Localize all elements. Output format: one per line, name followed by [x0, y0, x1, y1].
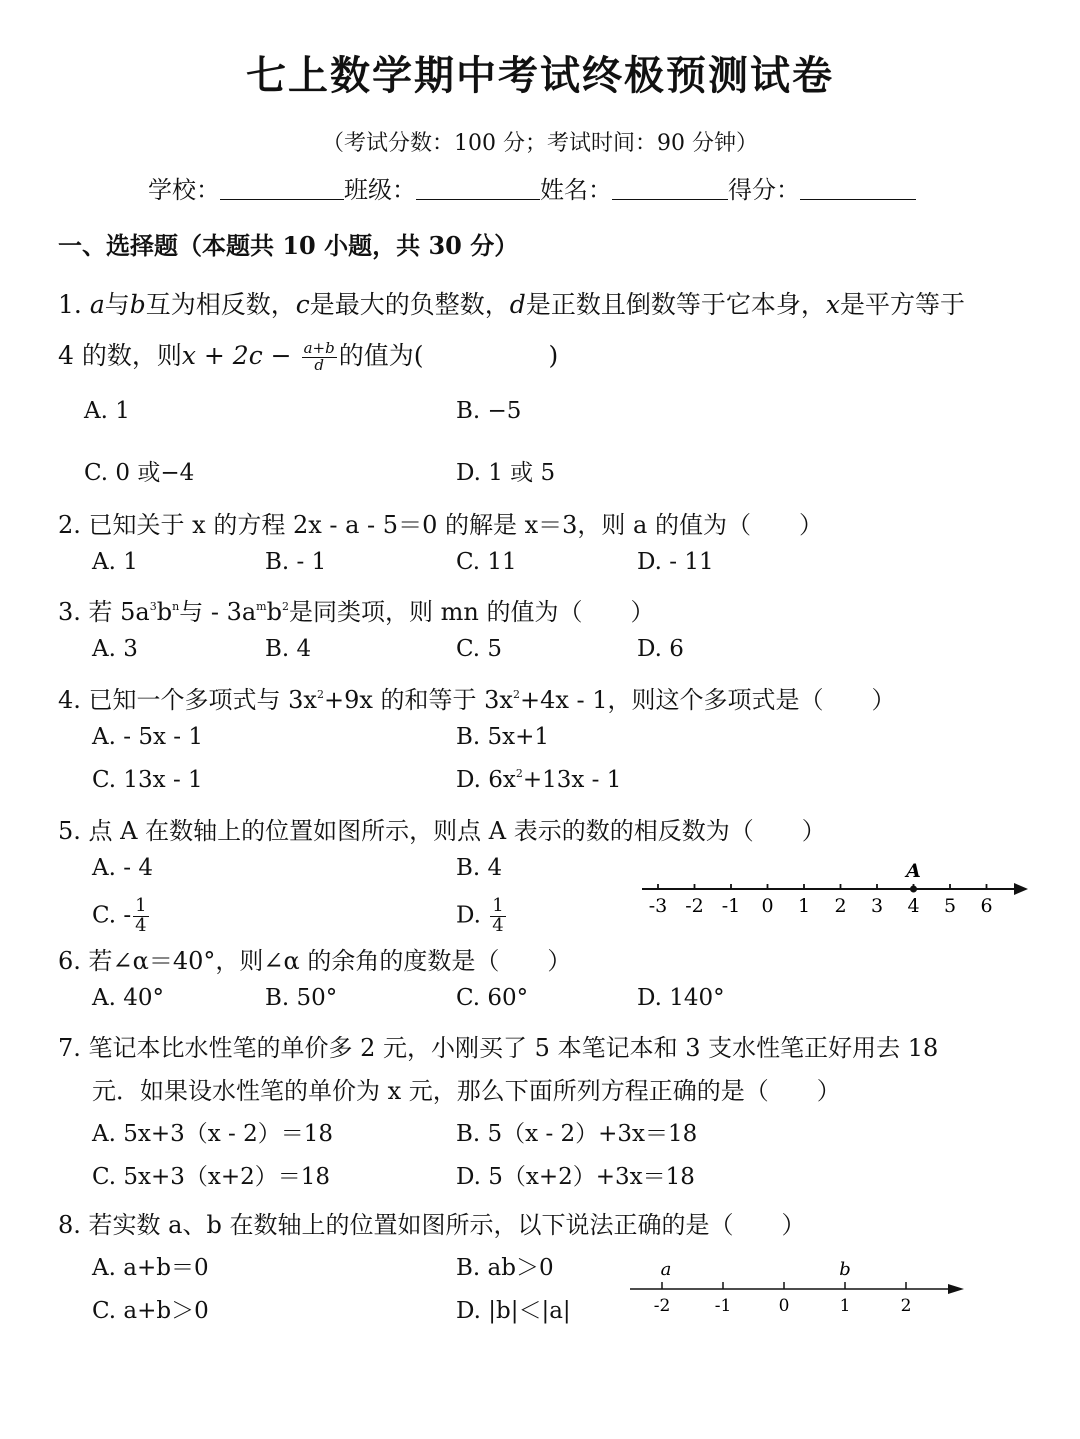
q1-option-d[interactable]: D. 1 或 5: [456, 460, 556, 486]
question-8-stem: 8. 若实数 a、b 在数轴上的位置如图所示，以下说法正确的是（ ）: [58, 1211, 806, 1239]
q4-option-c[interactable]: C. 13x - 1: [92, 767, 203, 793]
tick-label: -1: [714, 1296, 732, 1316]
tick-label: 2: [834, 895, 847, 917]
q3-option-c[interactable]: C. 5: [456, 636, 503, 662]
tick-label: 4: [907, 895, 920, 917]
q1-option-a[interactable]: A. 1: [84, 398, 130, 424]
school-label: 学校：: [148, 176, 220, 204]
expression: x + 2c −: [181, 341, 300, 370]
point-b-label: b: [839, 1259, 851, 1280]
q6-option-d[interactable]: D. 140°: [637, 985, 725, 1011]
point-a-dot: [910, 886, 917, 893]
q4-option-b[interactable]: B. 5x+1: [456, 724, 550, 750]
score-label: 得分：: [728, 176, 800, 204]
question-6-stem: 6. 若∠α＝40°，则∠α 的余角的度数是（ ）: [58, 947, 572, 975]
q5-option-c[interactable]: C. - $\frac{1}{4}$: [92, 895, 147, 936]
q3-option-a[interactable]: A. 3: [92, 636, 138, 662]
tick-label: 2: [900, 1296, 912, 1316]
tick-label: 1: [797, 895, 811, 917]
question-2-stem: 2. 已知关于 x 的方程 2x - a - 5＝0 的解是 x＝3，则 a 的值为（ ）: [58, 511, 823, 539]
fraction: $\frac{a+b}{d}$: [303, 339, 335, 374]
q8-option-a[interactable]: A. a+b＝0: [92, 1255, 209, 1281]
school-blank[interactable]: [220, 175, 344, 200]
question-3-stem: 3. 若 $5a^3b^n$与 - $3a^mb^2$是同类项，则 mn 的值为（ ）: [58, 598, 655, 626]
q5-option-d[interactable]: D. $\frac{1}{4}$: [456, 895, 504, 936]
tick-label: 6: [980, 895, 993, 917]
exam-subtitle: （考试分数：100 分；考试时间：90 分钟）: [322, 131, 758, 156]
q8-option-d[interactable]: D. |b|＜|a|: [456, 1298, 571, 1324]
q2-option-b[interactable]: B. - 1: [265, 549, 327, 575]
tick-label: 0: [761, 895, 774, 917]
tick-label: 1: [839, 1296, 851, 1316]
number-line-q8: [620, 1256, 970, 1320]
point-a-label: A: [906, 860, 921, 882]
tick-label: 5: [943, 895, 957, 917]
q6-option-b[interactable]: B. 50°: [265, 985, 338, 1011]
q6-option-a[interactable]: A. 40°: [92, 985, 164, 1011]
q7-option-a[interactable]: A. 5x+3（x - 2）＝18: [92, 1121, 334, 1147]
tick-label: -3: [648, 895, 668, 917]
question-1-stem-line2: 4 的数，则x + 2c − $\frac{a+b}{d}$ 的值为( ): [58, 339, 559, 374]
arrow-icon: [1014, 883, 1028, 895]
question-7-stem-line1: 7. 笔记本比水性笔的单价多 2 元，小刚买了 5 本笔记本和 3 支水性笔正好用去 18: [58, 1034, 939, 1062]
section-heading: 一、选择题（本题共 10 小题，共 30 分）: [58, 231, 519, 260]
fraction: $\frac{1}{4}$: [135, 895, 147, 936]
tick-label: -2: [653, 1296, 671, 1316]
student-info-row: [148, 170, 916, 205]
score-blank[interactable]: [800, 175, 916, 200]
q3-option-d[interactable]: D. 6: [637, 636, 684, 662]
number-line-q5: [630, 858, 1040, 918]
question-4-stem: 4. 已知一个多项式与 $3x^2+9x$ 的和等于 $3x^2+4x - 1$，则这个多项式是（ ）: [58, 686, 896, 714]
tick-label: -1: [721, 895, 741, 917]
arrow-icon: [948, 1284, 964, 1294]
q3-option-b[interactable]: B. 4: [265, 636, 312, 662]
class-blank[interactable]: [416, 175, 540, 200]
q2-option-a[interactable]: A. 1: [92, 549, 138, 575]
class-label: 班级：: [344, 176, 416, 204]
page-title: 七上数学期中考试终极预测试卷: [246, 53, 834, 99]
tick-label: -2: [685, 895, 704, 917]
q5-option-b[interactable]: B. 4: [456, 855, 503, 881]
question-1-stem-line1: 1. a与b互为相反数，c是最大的负整数，d是正数且倒数等于它本身，x是平方等于: [58, 290, 965, 319]
question-5-stem: 5. 点 A 在数轴上的位置如图所示，则点 A 表示的数的相反数为（ ）: [58, 817, 826, 845]
tick-label: 0: [778, 1296, 790, 1316]
q2-option-c[interactable]: C. 11: [456, 549, 517, 575]
q5-option-a[interactable]: A. - 4: [92, 855, 153, 881]
q6-option-c[interactable]: C. 60°: [456, 985, 529, 1011]
q4-option-d[interactable]: D. $6x^2+13x - 1$: [456, 767, 622, 793]
q7-option-b[interactable]: B. 5（x - 2）+3x＝18: [456, 1121, 698, 1147]
q8-option-c[interactable]: C. a+b＞0: [92, 1298, 209, 1324]
q8-option-b[interactable]: B. ab＞0: [456, 1255, 554, 1281]
q7-option-d[interactable]: D. 5（x+2）+3x＝18: [456, 1164, 695, 1190]
q1-option-b[interactable]: B. −5: [456, 398, 522, 424]
q7-option-c[interactable]: C. 5x+3（x+2）＝18: [92, 1164, 331, 1190]
name-label: 姓名：: [540, 176, 612, 204]
point-a-label: a: [660, 1259, 672, 1280]
q4-option-a[interactable]: A. - 5x - 1: [92, 724, 203, 750]
q2-option-d[interactable]: D. - 11: [637, 549, 714, 575]
tick-label: 3: [870, 895, 884, 917]
fraction: $\frac{1}{4}$: [492, 895, 504, 936]
q1-option-c[interactable]: C. 0 或−4: [84, 460, 195, 486]
name-blank[interactable]: [612, 175, 728, 200]
question-7-stem-line2: 元．如果设水性笔的单价为 x 元，那么下面所列方程正确的是（ ）: [92, 1077, 841, 1105]
